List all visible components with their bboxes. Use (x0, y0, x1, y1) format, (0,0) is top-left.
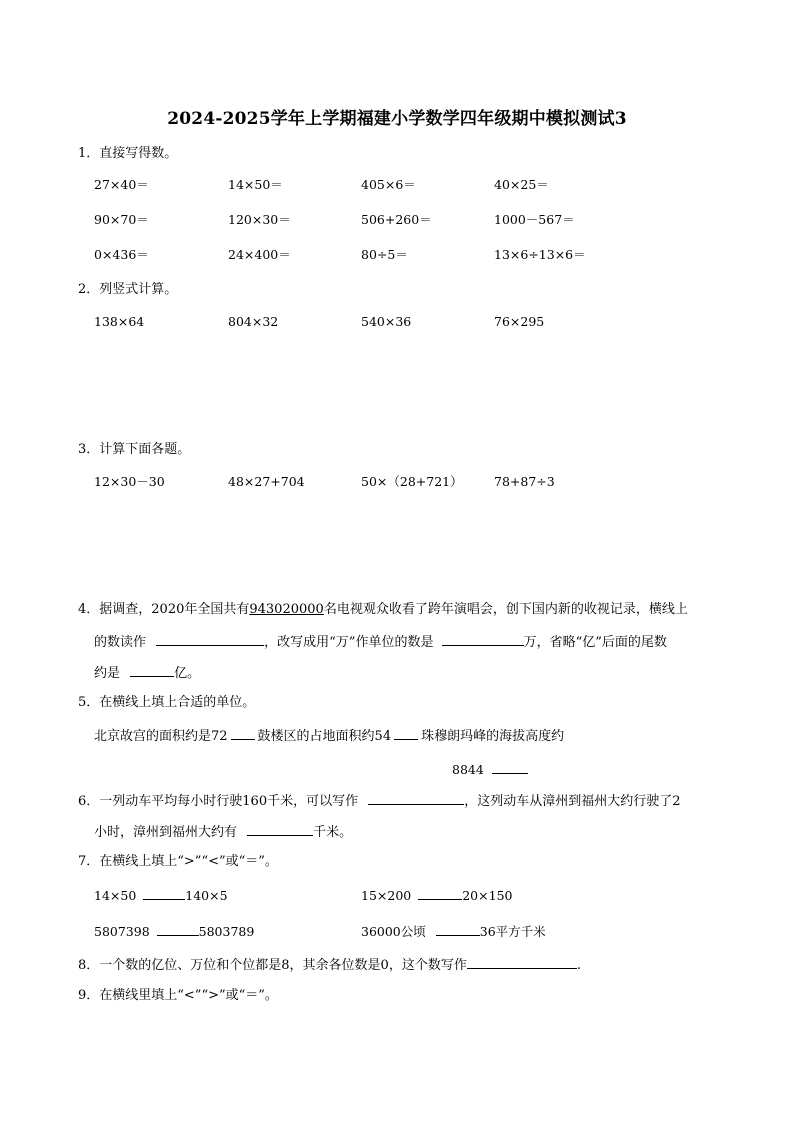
q1-item: 24×400＝ (228, 247, 291, 262)
q3-item: 12×30－30 (94, 474, 165, 489)
q4-text: 名电视观众收看了跨年演唱会，创下国内新的收视记录，横线上 (323, 602, 688, 617)
q7-item (94, 922, 254, 941)
q1-item: 405×6＝ (361, 177, 416, 192)
q6-text: ，这列动车从漳州到福州大约行驶了2 (464, 794, 681, 809)
answer-blank[interactable] (368, 791, 464, 805)
q4-line-3 (94, 663, 200, 683)
q7-text: 140×5 (185, 888, 228, 903)
q6-line-1 (78, 791, 681, 811)
q7-item (361, 886, 512, 905)
answer-blank[interactable] (418, 886, 462, 900)
answer-blank[interactable] (394, 726, 418, 740)
q5-label: 5．在横线上填上合适的单位。 (78, 695, 256, 710)
q7-text: 15×200 (361, 888, 412, 903)
q7-text: 36000公顷 (361, 924, 426, 939)
q4-text: 亿。 (174, 666, 201, 681)
q6-line-2 (94, 822, 352, 842)
q6-text: 小时，漳州到福州大约有 (94, 825, 238, 840)
q5-text: 8844 (452, 762, 484, 777)
q4-text: 4．据调查，2020年全国共有 (78, 602, 250, 617)
q6-text: 千米。 (313, 825, 353, 840)
q1-item: 506+260＝ (361, 212, 432, 227)
q1-item: 0×436＝ (94, 247, 149, 262)
answer-blank[interactable] (130, 663, 174, 677)
q1-label: 1．直接写得数。 (78, 146, 178, 161)
q1-item: 120×30＝ (228, 212, 291, 227)
q4-number: 943020000 (249, 602, 324, 617)
answer-blank[interactable] (492, 760, 528, 774)
q1-item: 14×50＝ (228, 177, 283, 192)
answer-blank[interactable] (143, 886, 185, 900)
q1-item: 80÷5＝ (361, 247, 408, 262)
q1-item: 13×6÷13×6＝ (494, 247, 586, 262)
q9-label: 9．在横线里填上“<”“>”或“＝”。 (78, 988, 278, 1003)
q5-text: 北京故宫的面积约是72 (94, 729, 228, 744)
q2-label: 2．列竖式计算。 (78, 282, 178, 297)
q7-text: 36平方千米 (479, 924, 546, 939)
q4-line-2 (94, 632, 667, 652)
q7-item (361, 922, 546, 941)
q5-line-1 (94, 726, 564, 746)
q8-line (78, 955, 581, 975)
q7-text: 20×150 (462, 888, 513, 903)
q4-text: 的数读作 (94, 635, 147, 650)
q3-label: 3．计算下面各题。 (78, 442, 191, 457)
q1-item: 40×25＝ (494, 177, 549, 192)
answer-blank[interactable] (467, 955, 577, 969)
answer-blank[interactable] (157, 922, 199, 936)
q1-item: 1000－567＝ (494, 212, 575, 227)
q7-text: 5803789 (198, 924, 255, 939)
q3-item: 50×（28+721） (361, 474, 463, 489)
q3-item: 78+87÷3 (494, 474, 555, 489)
q5-line-2 (452, 760, 528, 779)
q2-item: 540×36 (361, 314, 412, 329)
q7-text: 5807398 (94, 924, 150, 939)
q3-item: 48×27+704 (228, 474, 305, 489)
q1-item: 27×40＝ (94, 177, 149, 192)
q2-item: 804×32 (228, 314, 279, 329)
q4-text: 约是 (94, 666, 121, 681)
q5-text: 鼓楼区的占地面积约54 (257, 729, 392, 744)
q1-item: 90×70＝ (94, 212, 149, 227)
q2-item: 76×295 (494, 314, 545, 329)
q6-text: 6．一列动车平均每小时行驶160千米，可以写作 (78, 794, 359, 809)
page-title: 2024-2025学年上学期福建小学数学四年级期中模拟测试3 (167, 109, 627, 129)
answer-blank[interactable] (247, 822, 313, 836)
q4-line-1 (78, 601, 688, 619)
q8-text: 8．一个数的亿位、万位和个位都是8，其余各位数是0，这个数写作 (78, 958, 467, 973)
answer-blank[interactable] (231, 726, 255, 740)
q8-text: . (576, 958, 581, 973)
q7-label: 7．在横线上填上“>”“<”或“＝”。 (78, 854, 278, 869)
answer-blank[interactable] (442, 632, 524, 646)
answer-blank[interactable] (436, 922, 480, 936)
q4-text: 万，省略“亿”后面的尾数 (523, 635, 667, 650)
answer-blank[interactable] (156, 632, 264, 646)
q7-text: 14×50 (94, 888, 137, 903)
q7-item (94, 886, 228, 905)
q5-text: 珠穆朗玛峰的海拔高度约 (421, 729, 565, 744)
q4-text: ，改写成用“万”作单位的数是 (264, 635, 434, 650)
q2-item: 138×64 (94, 314, 145, 329)
